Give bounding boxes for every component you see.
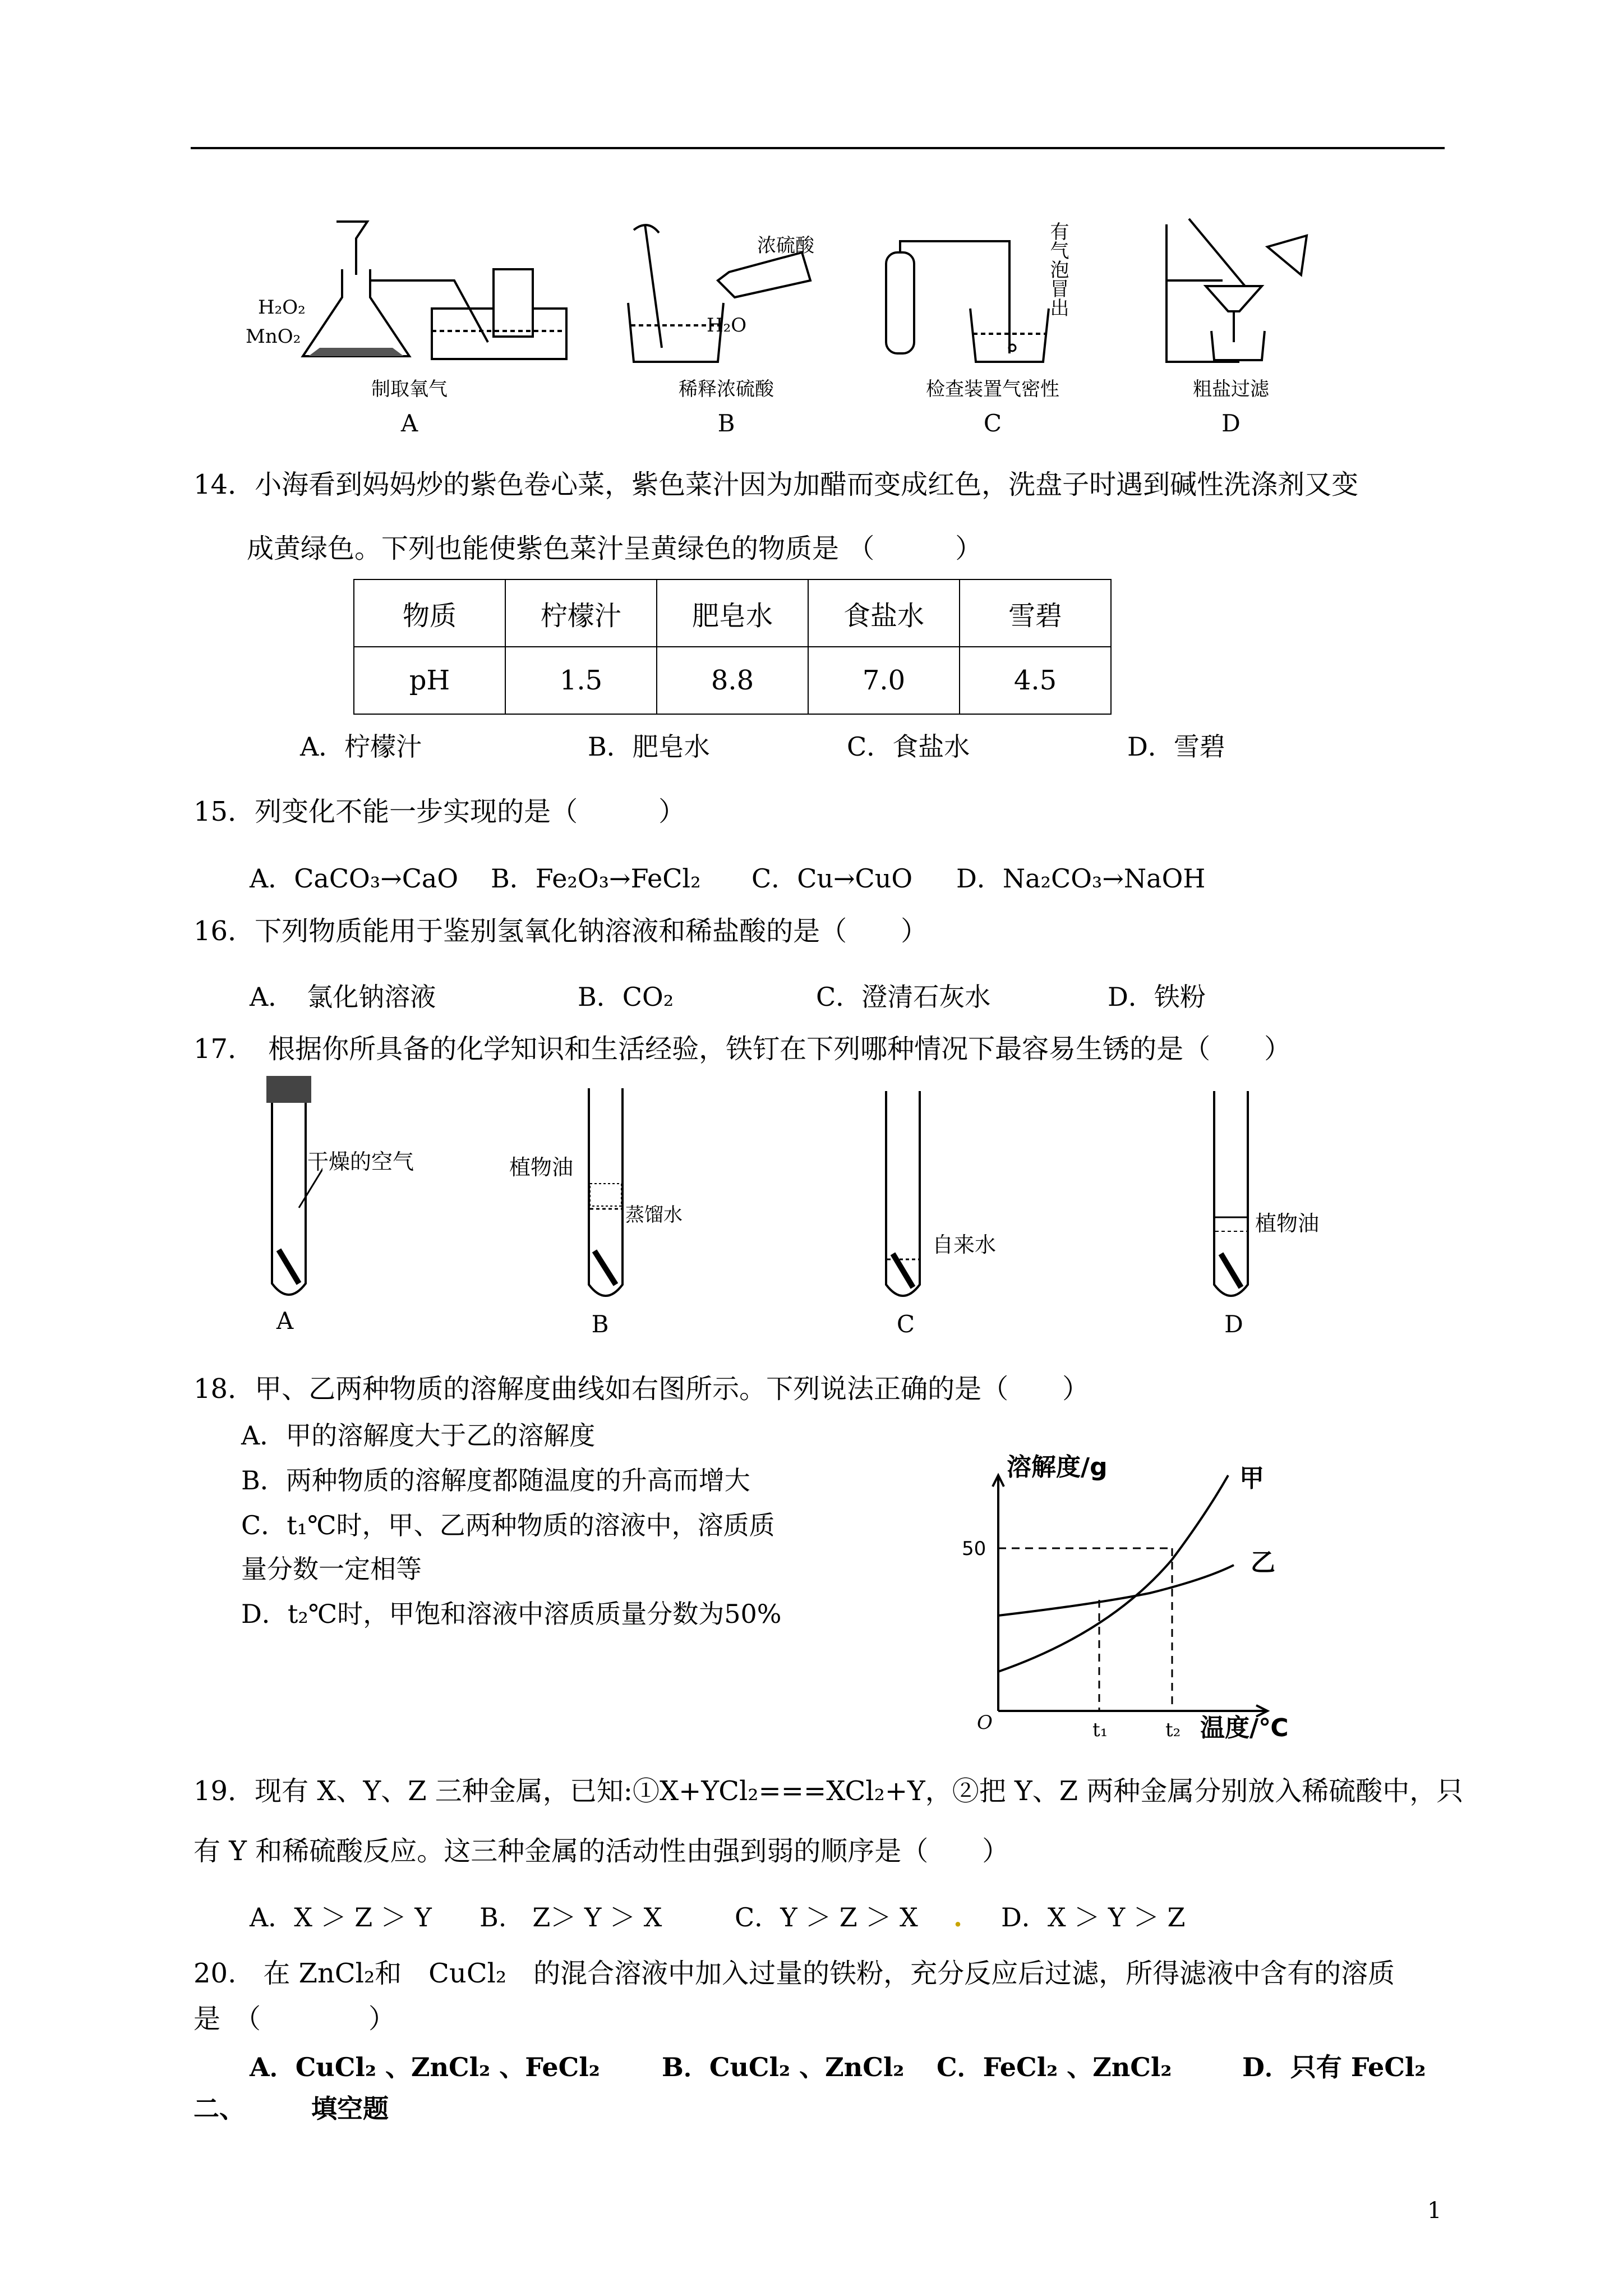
q16-option-b: B．CO₂ bbox=[578, 982, 674, 1012]
q14-option-a: A．柠檬汁 bbox=[300, 731, 422, 762]
curve-jia-label: 甲 bbox=[1239, 1464, 1264, 1493]
label-tap-water: 自来水 bbox=[932, 1232, 997, 1257]
table-cell: 肥皂水 bbox=[657, 579, 808, 647]
test-tube-d bbox=[1203, 1091, 1265, 1307]
solubility-graph bbox=[953, 1453, 1318, 1745]
test-tube-a bbox=[255, 1076, 322, 1312]
q19-stem-line2: 有 Y 和稀硫酸反应。这三种金属的活动性由强到弱的顺序是（ ） bbox=[193, 1835, 1009, 1867]
caption-c: 检查装置气密性 bbox=[926, 378, 1059, 401]
table-cell: 4.5 bbox=[960, 647, 1111, 714]
q15-option-b: B．Fe₂O₃→FeCl₂ bbox=[491, 863, 701, 894]
table-cell: 8.8 bbox=[657, 647, 808, 714]
table-row bbox=[354, 647, 1111, 714]
q15-option-c: C．Cu→CuO bbox=[751, 863, 913, 894]
curve-jia bbox=[998, 1475, 1228, 1672]
tube-a-letter: A bbox=[276, 1307, 294, 1335]
label-h2o: H₂O bbox=[707, 314, 747, 337]
letter-a: A bbox=[400, 409, 418, 437]
label-h2o2: H₂O₂ bbox=[258, 296, 306, 319]
q18-option-d: D．t₂℃时，甲饱和溶液中溶质质量分数为50% bbox=[241, 1599, 782, 1629]
q20-stem-line2: 是 （ ） bbox=[193, 2003, 396, 2035]
q16-option-c: C．澄清石灰水 bbox=[816, 982, 991, 1012]
q18-option-c-line1: C．t₁℃时，甲、乙两种物质的溶液中，溶质质 bbox=[241, 1510, 775, 1540]
q19-option-a: A．X ＞ Z ＞ Y bbox=[250, 1902, 432, 1932]
q19-option-b: B. Z＞ Y ＞ X bbox=[479, 1902, 662, 1932]
caption-b: 稀释浓硫酸 bbox=[679, 378, 774, 401]
tube-b-letter: B bbox=[591, 1310, 609, 1338]
q20-option-c: C．FeCl₂ 、ZnCl₂ bbox=[937, 2052, 1172, 2082]
graph-x-label: 温度/℃ bbox=[1200, 1714, 1289, 1742]
q18-option-a: A．甲的溶解度大于乙的溶解度 bbox=[241, 1420, 596, 1451]
label-dry-air: 干燥的空气 bbox=[307, 1149, 414, 1174]
q19-stray-dot: . bbox=[953, 1902, 963, 1932]
test-tube-b bbox=[578, 1088, 639, 1307]
table-cell: pH bbox=[354, 647, 505, 714]
test-tube-c bbox=[875, 1091, 937, 1307]
label-mno2: MnO₂ bbox=[246, 325, 301, 348]
label-bubbles: 有气泡冒出 bbox=[1046, 222, 1069, 317]
q20-stem-line1: 20. 在 ZnCl₂和 CuCl₂ 的混合溶液中加入过量的铁粉，充分反应后过滤，所得滤液中含有的溶质 bbox=[193, 1958, 1395, 1989]
q15-stem: 15．列变化不能一步实现的是（ ） bbox=[193, 796, 686, 827]
q19-option-c: C．Y ＞ Z ＞ X bbox=[735, 1902, 918, 1932]
table-cell: 食盐水 bbox=[808, 579, 960, 647]
caption-a: 制取氧气 bbox=[371, 378, 448, 401]
letter-d: D bbox=[1221, 409, 1241, 437]
table-cell: 7.0 bbox=[808, 647, 960, 714]
q17-stem: 17． 根据你所具备的化学知识和生活经验，铁钉在下列哪种情况下最容易生锈的是（ ） bbox=[193, 1033, 1292, 1065]
table-cell: 1.5 bbox=[505, 647, 657, 714]
page-number: 1 bbox=[1427, 2198, 1442, 2224]
caption-d: 粗盐过滤 bbox=[1193, 378, 1269, 401]
q15-option-d: D．Na₂CO₃→NaOH bbox=[956, 863, 1206, 894]
graph-y-label: 溶解度/g bbox=[1007, 1453, 1108, 1481]
q19-stem-line1: 19．现有 X、Y、Z 三种金属，已知:①X+YCl₂===XCl₂+Y，②把 Y、Z 两种金属分别放入稀硫酸中，只 bbox=[193, 1775, 1464, 1807]
section-title: 填空题 bbox=[311, 2093, 389, 2124]
q20-option-a: A．CuCl₂ 、ZnCl₂ 、FeCl₂ bbox=[250, 2052, 600, 2082]
graph-y-tick-50: 50 bbox=[962, 1538, 986, 1560]
tube-c-letter: C bbox=[896, 1310, 915, 1338]
tube-d-letter: D bbox=[1224, 1310, 1243, 1338]
letter-c: C bbox=[983, 409, 1002, 437]
graph-x-tick-t2: t₂ bbox=[1165, 1719, 1181, 1741]
q20-option-d: D．只有 FeCl₂ bbox=[1242, 2052, 1426, 2082]
q14-option-d: D．雪碧 bbox=[1127, 731, 1225, 762]
q14-stem-line2: 成黄绿色。下列也能使紫色菜汁呈黄绿色的物质是 （ ） bbox=[247, 533, 983, 564]
apparatus-d-diagram bbox=[1155, 213, 1324, 370]
graph-origin: O bbox=[977, 1711, 993, 1734]
q19-option-d: D．X ＞ Y ＞ Z bbox=[1001, 1902, 1186, 1932]
label-plant-oil-b: 植物油 bbox=[509, 1155, 574, 1180]
table-row bbox=[354, 579, 1111, 647]
curve-yi bbox=[998, 1565, 1234, 1616]
table-cell: 雪碧 bbox=[960, 579, 1111, 647]
table-cell: 物质 bbox=[354, 579, 505, 647]
header-rule bbox=[191, 147, 1445, 149]
label-plant-oil-d: 植物油 bbox=[1255, 1211, 1320, 1236]
q14-option-c: C．食盐水 bbox=[847, 731, 970, 762]
q18-option-c-line2: 量分数一定相等 bbox=[241, 1554, 422, 1584]
q14-option-b: B．肥皂水 bbox=[588, 731, 710, 762]
q16-option-a: A． 氯化钠溶液 bbox=[250, 982, 436, 1012]
graph-x-tick-t1: t₁ bbox=[1092, 1719, 1108, 1741]
q18-stem: 18．甲、乙两种物质的溶解度曲线如右图所示。下列说法正确的是（ ） bbox=[193, 1373, 1090, 1405]
curve-yi-label: 乙 bbox=[1251, 1548, 1275, 1577]
q15-option-a: A．CaCO₃→CaO bbox=[250, 863, 459, 894]
label-distilled-water: 蒸馏水 bbox=[625, 1204, 683, 1226]
q14-stem-line1: 14．小海看到妈妈炒的紫色卷心菜，紫色菜汁因为加醋而变成红色，洗盘子时遇到碱性洗涤剂又变 bbox=[193, 469, 1359, 500]
letter-b: B bbox=[717, 409, 735, 437]
q16-option-d: D．铁粉 bbox=[1108, 982, 1206, 1012]
section-number: 二、 bbox=[193, 2093, 245, 2124]
q20-option-b: B．CuCl₂ 、ZnCl₂ bbox=[662, 2052, 905, 2082]
q16-stem: 16．下列物质能用于鉴别氢氧化钠溶液和稀盐酸的是（ ） bbox=[193, 915, 928, 947]
table-cell: 柠檬汁 bbox=[505, 579, 657, 647]
label-conc-h2so4: 浓硫酸 bbox=[757, 234, 814, 257]
ph-table bbox=[353, 579, 1112, 715]
q18-option-b: B．两种物质的溶解度都随温度的升高而增大 bbox=[241, 1465, 750, 1496]
